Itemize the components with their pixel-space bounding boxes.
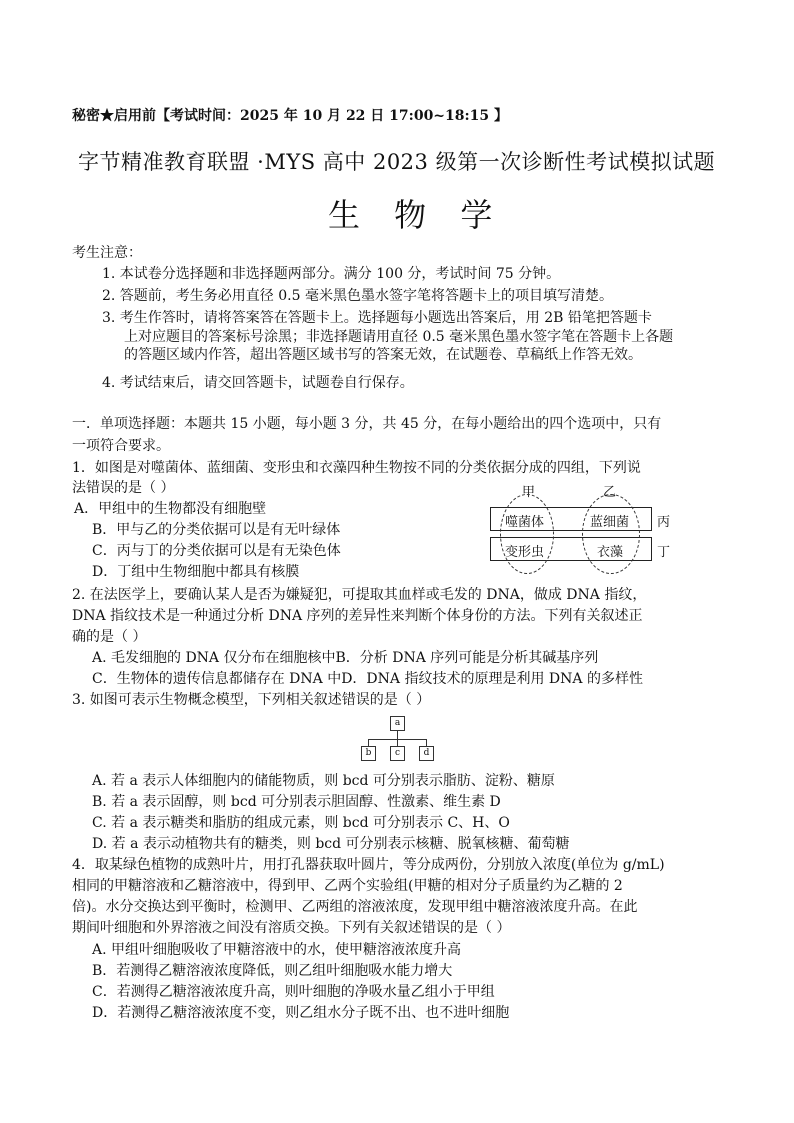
group-jia-ellipse — [500, 494, 554, 574]
option-line: A. 毛发细胞的 DNA 仅分布在细胞核中B．分析 DNA 序列可能是分析其碱基序列 — [92, 650, 599, 666]
group-ding-label: 丁 — [657, 545, 671, 560]
tree-connector — [397, 739, 398, 746]
node-c: c — [390, 746, 405, 761]
exam-title: 字节精准教育联盟 ·MYS 高中 2023 级第一次诊断性考试模拟试题 — [78, 150, 716, 174]
question-stem: 3. 如图可表示生物概念模型，下列相关叙述错误的是（ ） — [72, 692, 431, 708]
question-stem: 1．如图是对噬菌体、蓝细菌、变形虫和衣藻四种生物按不同的分类依据分成的四组，下列说 — [72, 460, 641, 476]
organism-label: 变形虫 — [505, 545, 545, 560]
section-intro: 一．单项选择题：本题共 15 小题，每小题 3 分，共 45 分，在每小题给出的四个选项中，只有 — [72, 416, 662, 432]
option: A. 若 a 表示人体细胞内的储能物质，则 bcd 可分别表示脂肪、淀粉、糖原 — [92, 773, 555, 789]
group-jia-label: 甲 — [522, 485, 536, 500]
node-a: a — [390, 716, 405, 731]
notice-item-cont: 的答题区域内作答，超出答题区域书写的答案无效，在试题卷、草稿纸上作答无效。 — [124, 347, 642, 363]
notice-item: 1. 本试卷分选择题和非选择题两部分。满分 100 分，考试时间 75 分钟。 — [102, 266, 561, 282]
question-stem: 2. 在法医学上，要确认某人是否为嫌疑犯，可提取其血样或毛发的 DNA，做成 DNA 指纹， — [72, 587, 647, 603]
organism-label: 蓝细菌 — [590, 515, 630, 530]
option: C．若测得乙糖溶液浓度升高，则叶细胞的净吸水量乙组小于甲组 — [92, 984, 495, 1000]
section-intro: 一项符合要求。 — [72, 438, 170, 454]
confidential-line: 秘密★启用前【考试时间：2025 年 10 月 22 日 17:00~18:15 】 — [72, 108, 509, 124]
node-b: b — [361, 746, 376, 761]
group-yi-ellipse — [582, 494, 640, 574]
notice-item: 3. 考生作答时，请将答案答在答题卡上。选择题每小题选出答案后，用 2B 铅笔把答题卡 — [102, 310, 652, 326]
option: A．甲组中的生物都没有细胞壁 — [74, 501, 267, 517]
question-stem: 相同的甲糖溶液和乙糖溶液中，得到甲、乙两个实验组(甲糖的相对分子质量约为乙糖的 2 — [72, 878, 623, 894]
organism-label: 噬菌体 — [505, 515, 545, 530]
group-yi-label: 乙 — [603, 485, 617, 500]
option: C．丙与丁的分类依据可以是有无染色体 — [92, 543, 341, 559]
option: D. 若 a 表示动植物共有的糖类，则 bcd 可分别表示核糖、脱氧核糖、葡萄糖 — [92, 836, 570, 852]
option: D．丁组中生物细胞中都具有核膜 — [92, 564, 300, 580]
question-stem: 期间叶细胞和外界溶液之间没有溶质交换。下列有关叙述错误的是（ ） — [72, 920, 511, 936]
notice-item: 4. 考试结束后，请交回答题卡，试题卷自行保存。 — [102, 375, 414, 391]
option: B．甲与乙的分类依据可以是有无叶绿体 — [92, 522, 341, 538]
option-line: C．生物体的遗传信息都储存在 DNA 中D．DNA 指纹技术的原理是利用 DNA 的多样性 — [92, 671, 643, 687]
notice-item: 2. 答题前，考生务必用直径 0.5 毫米黑色墨水签字笔将答题卡上的项目填写清楚。 — [102, 288, 613, 304]
notice-heading: 考生注意： — [72, 245, 142, 261]
option: D．若测得乙糖溶液浓度不变，则乙组水分子既不出、也不进叶细胞 — [92, 1005, 510, 1021]
option: C. 若 a 表示糖类和脂肪的组成元素，则 bcd 可分别表示 C、H、O — [92, 815, 510, 831]
option: A. 甲组叶细胞吸收了甲糖溶液中的水，使甲糖溶液浓度升高 — [92, 942, 462, 958]
tree-connector — [397, 731, 398, 739]
option: B．若测得乙糖溶液浓度降低，则乙组叶细胞吸水能力增大 — [92, 963, 453, 979]
question-stem: 倍)。水分交换达到平衡时，检测甲、乙两组的溶液浓度，发现甲组中糖溶液浓度升高。在此 — [72, 899, 638, 915]
question-stem: DNA 指纹技术是一种通过分析 DNA 序列的差异性来判断个体身份的方法。下列有关叙述正 — [72, 608, 643, 624]
group-bing-label: 丙 — [657, 515, 671, 530]
question-stem: 确的是（ ） — [72, 629, 147, 645]
notice-item-cont: 上对应题目的答案标号涂黑；非选择题请用直径 0.5 毫米黑色墨水签字笔在答题卡上各题 — [124, 329, 674, 345]
tree-connector — [426, 739, 427, 746]
option: B. 若 a 表示固醇，则 bcd 可分别表示胆固醇、性激素、维生素 D — [92, 794, 501, 810]
question-stem: 法错误的是（ ） — [72, 480, 175, 496]
node-d: d — [419, 746, 434, 761]
question-stem: 4．取某绿色植物的成熟叶片，用打孔器获取叶圆片，等分成两份，分别放入浓度(单位为 g/mL) — [72, 857, 665, 873]
organism-label: 衣藻 — [597, 545, 624, 560]
tree-connector — [368, 739, 369, 746]
subject-title: 生 物 学 — [328, 196, 505, 234]
